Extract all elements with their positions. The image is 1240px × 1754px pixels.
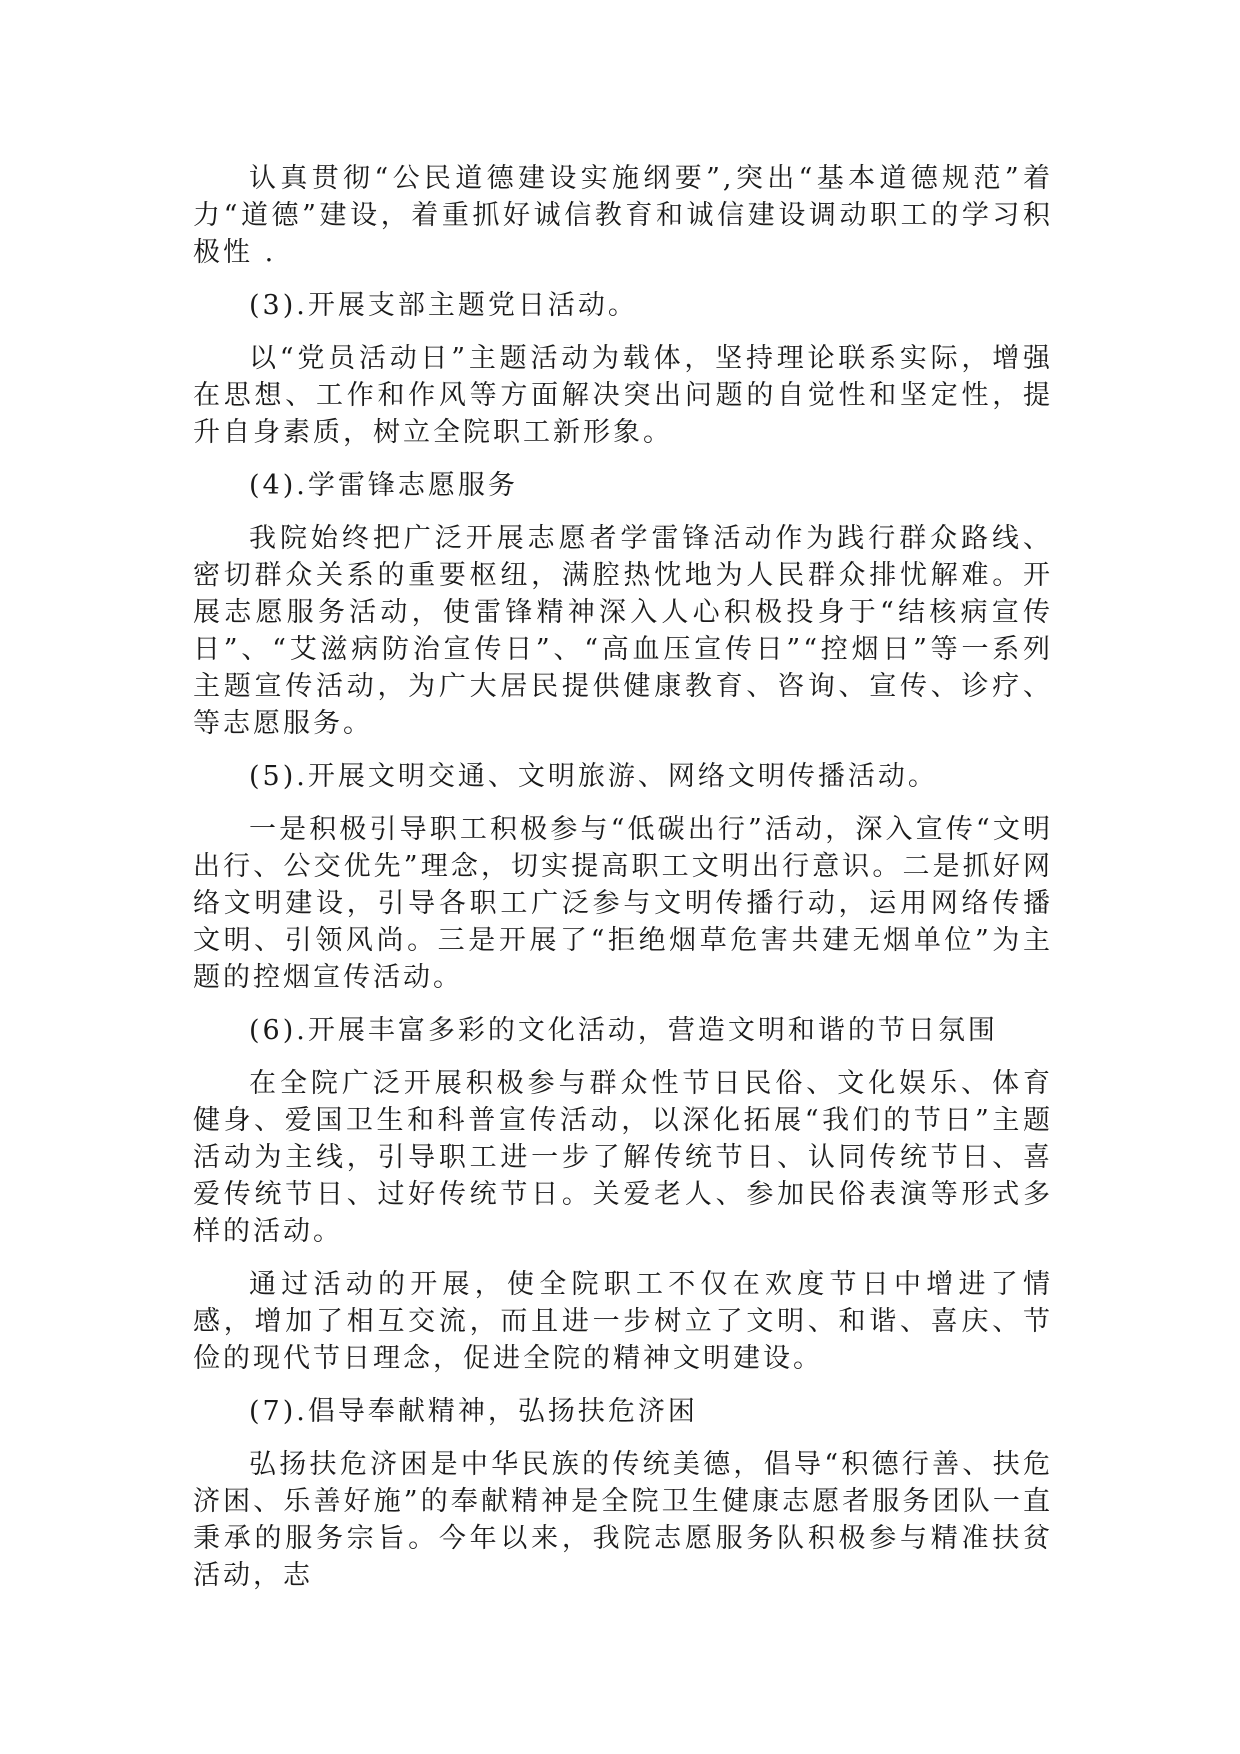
document-body (193, 160, 1053, 1610)
section-heading-4: (4).学雷锋志愿服务 (249, 470, 518, 501)
paragraph-dedication-spirit: 弘扬扶危济困是中华民族的传统美德，倡导“积德行善、扶危济困、乐善好施”的奉献精神是全院卫生健康志愿者服务团队一直秉承的服务宗旨。今年以来，我院志愿服务队积极参与精准扶贫活动，志 (193, 1449, 1053, 1591)
paragraph-volunteer-service: 我院始终把广泛开展志愿者学雷锋活动作为践行群众路线、密切群众关系的重要枢纽，满腔热忱地为人民群众排忧解难。开展志愿服务活动，使雷锋精神深入人心积极投身于“结核病宣传日”、“艾滋病防治宣传日”、“高血压宣传日”“控烟日”等一系列主题宣传活动，为广大居民提供健康教育、咨询、宣传、诊疗、等志愿服务。 (193, 523, 1053, 739)
paragraph-cultural-activities: 在全院广泛开展积极参与群众性节日民俗、文化娱乐、体育健身、爱国卫生和科普宣传活动，以深化拓展“我们的节日”主题活动为主线，引导职工进一步了解传统节日、认同传统节日、喜爱传统节日、过好传统节日。关爱老人、参加民俗表演等形式多样的活动。 (193, 1068, 1053, 1247)
section-heading-5: (5).开展文明交通、文明旅游、网络文明传播活动。 (249, 761, 938, 792)
paragraph-activity-results: 通过活动的开展，使全院职工不仅在欢度节日中增进了情感，增加了相互交流，而且进一步树立了文明、和谐、喜庆、节俭的现代节日理念，促进全院的精神文明建设。 (193, 1269, 1053, 1374)
paragraph-moral-construction: 认真贯彻“公民道德建设实施纲要”,突出“基本道德规范”着力“道德”建设，着重抓好诚信教育和诚信建设调动职工的学习积极性 . (193, 163, 1053, 268)
section-heading-6: (6).开展丰富多彩的文化活动，营造文明和谐的节日氛围 (249, 1015, 998, 1046)
section-heading-7: (7).倡导奉献精神，弘扬扶危济困 (249, 1396, 698, 1427)
paragraph-civilized-travel: 一是积极引导职工积极参与“低碳出行”活动，深入宣传“文明出行、公交优先”理念，切实提高职工文明出行意识。二是抓好网络文明建设，引导各职工广泛参与文明传播行动，运用网络传播文明、引领风尚。三是开展了“拒绝烟草危害共建无烟单位”为主题的控烟宣传活动。 (193, 814, 1053, 993)
section-heading-3: (3).开展支部主题党日活动。 (249, 290, 638, 321)
paragraph-party-day: 以“党员活动日”主题活动为载体，坚持理论联系实际，增强在思想、工作和作风等方面解决突出问题的自觉性和坚定性，提升自身素质，树立全院职工新形象。 (193, 343, 1053, 448)
